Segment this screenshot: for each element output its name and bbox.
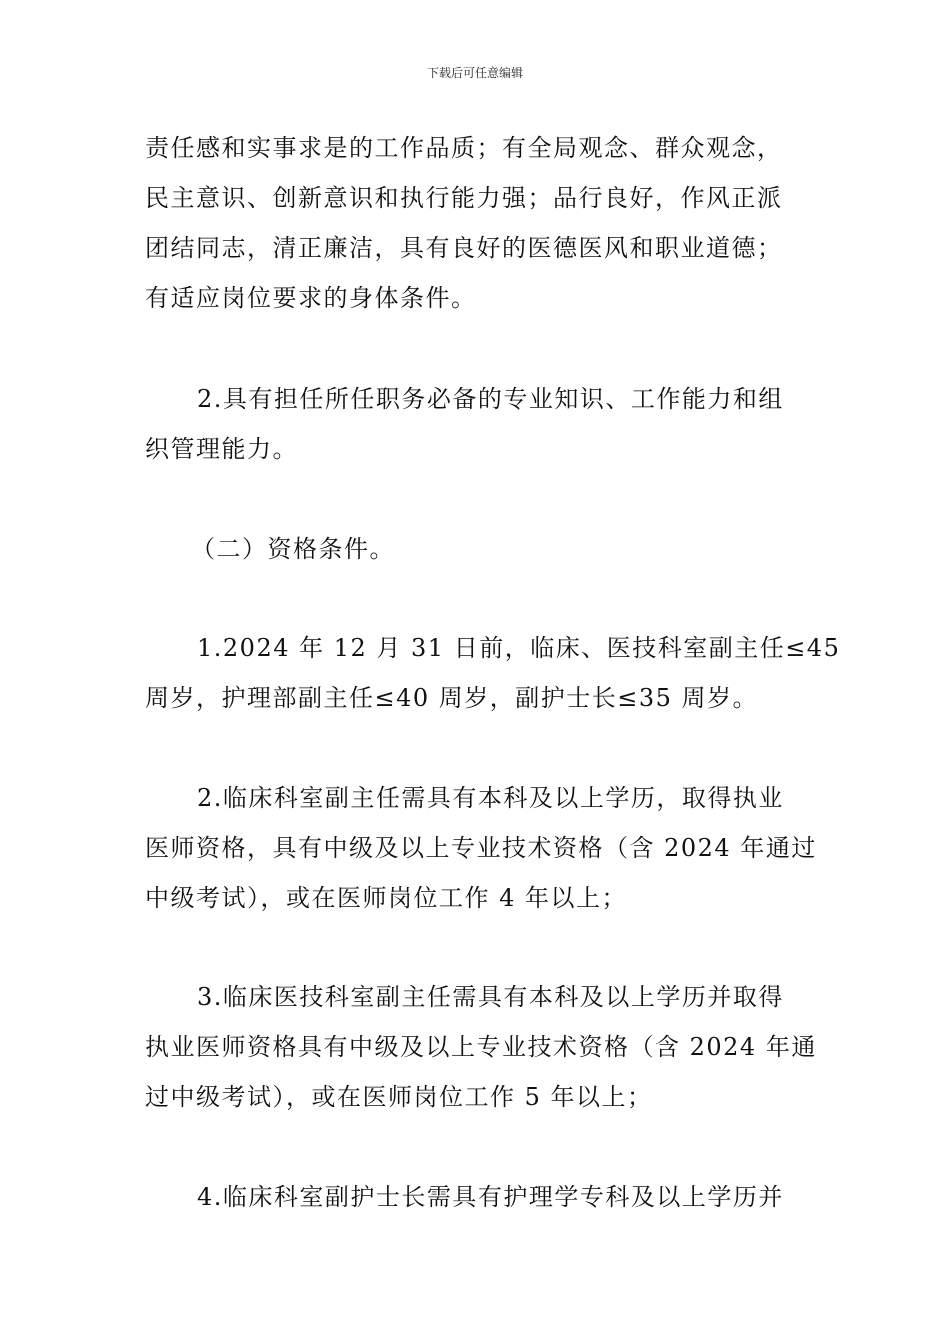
text-line: 执业医师资格具有中级及以上专业技术资格（含 2024 年通	[145, 1033, 817, 1061]
text-line: 2.具有担任所任职务必备的专业知识、工作能力和组	[197, 385, 784, 413]
text-line: 有适应岗位要求的身体条件。	[145, 284, 477, 312]
paragraph-item-4-nursing-deputy	[145, 1172, 810, 1222]
text-line: 织管理能力。	[145, 435, 298, 463]
paragraph-item-3-medtech-deputy	[145, 972, 817, 1122]
text-line: （二）资格条件。	[191, 535, 395, 563]
text-line: 3.临床医技科室副主任需具有本科及以上学历并取得	[197, 983, 784, 1011]
paragraph-qualities	[145, 123, 810, 323]
text-line: 民主意识、创新意识和执行能力强；品行良好，作风正派	[145, 184, 783, 212]
text-line: 过中级考试），或在医师岗位工作 5 年以上；	[145, 1083, 653, 1111]
paragraph-item-2-knowledge	[145, 374, 810, 474]
text-line: 医师资格，具有中级及以上专业技术资格（含 2024 年通过	[145, 834, 817, 862]
section-heading-qualification	[145, 524, 810, 574]
text-line: 团结同志，清正廉洁，具有良好的医德医风和职业道德；	[145, 234, 783, 262]
text-line: 1.2024 年 12 月 31 日前，临床、医技科室副主任≤45	[197, 634, 841, 662]
text-line: 4.临床科室副护士长需具有护理学专科及以上学历并	[197, 1183, 784, 1211]
page-header: 下载后可任意编辑	[426, 66, 523, 80]
paragraph-item-2-clinical-deputy	[145, 773, 817, 923]
paragraph-item-1-age	[145, 623, 841, 723]
text-line: 周岁，护理部副主任≤40 周岁，副护士长≤35 周岁。	[145, 684, 759, 712]
text-line: 中级考试），或在医师岗位工作 4 年以上；	[145, 884, 628, 912]
text-line: 责任感和实事求是的工作品质；有全局观念、群众观念，	[145, 134, 783, 162]
text-line: 2.临床科室副主任需具有本科及以上学历，取得执业	[197, 784, 784, 812]
